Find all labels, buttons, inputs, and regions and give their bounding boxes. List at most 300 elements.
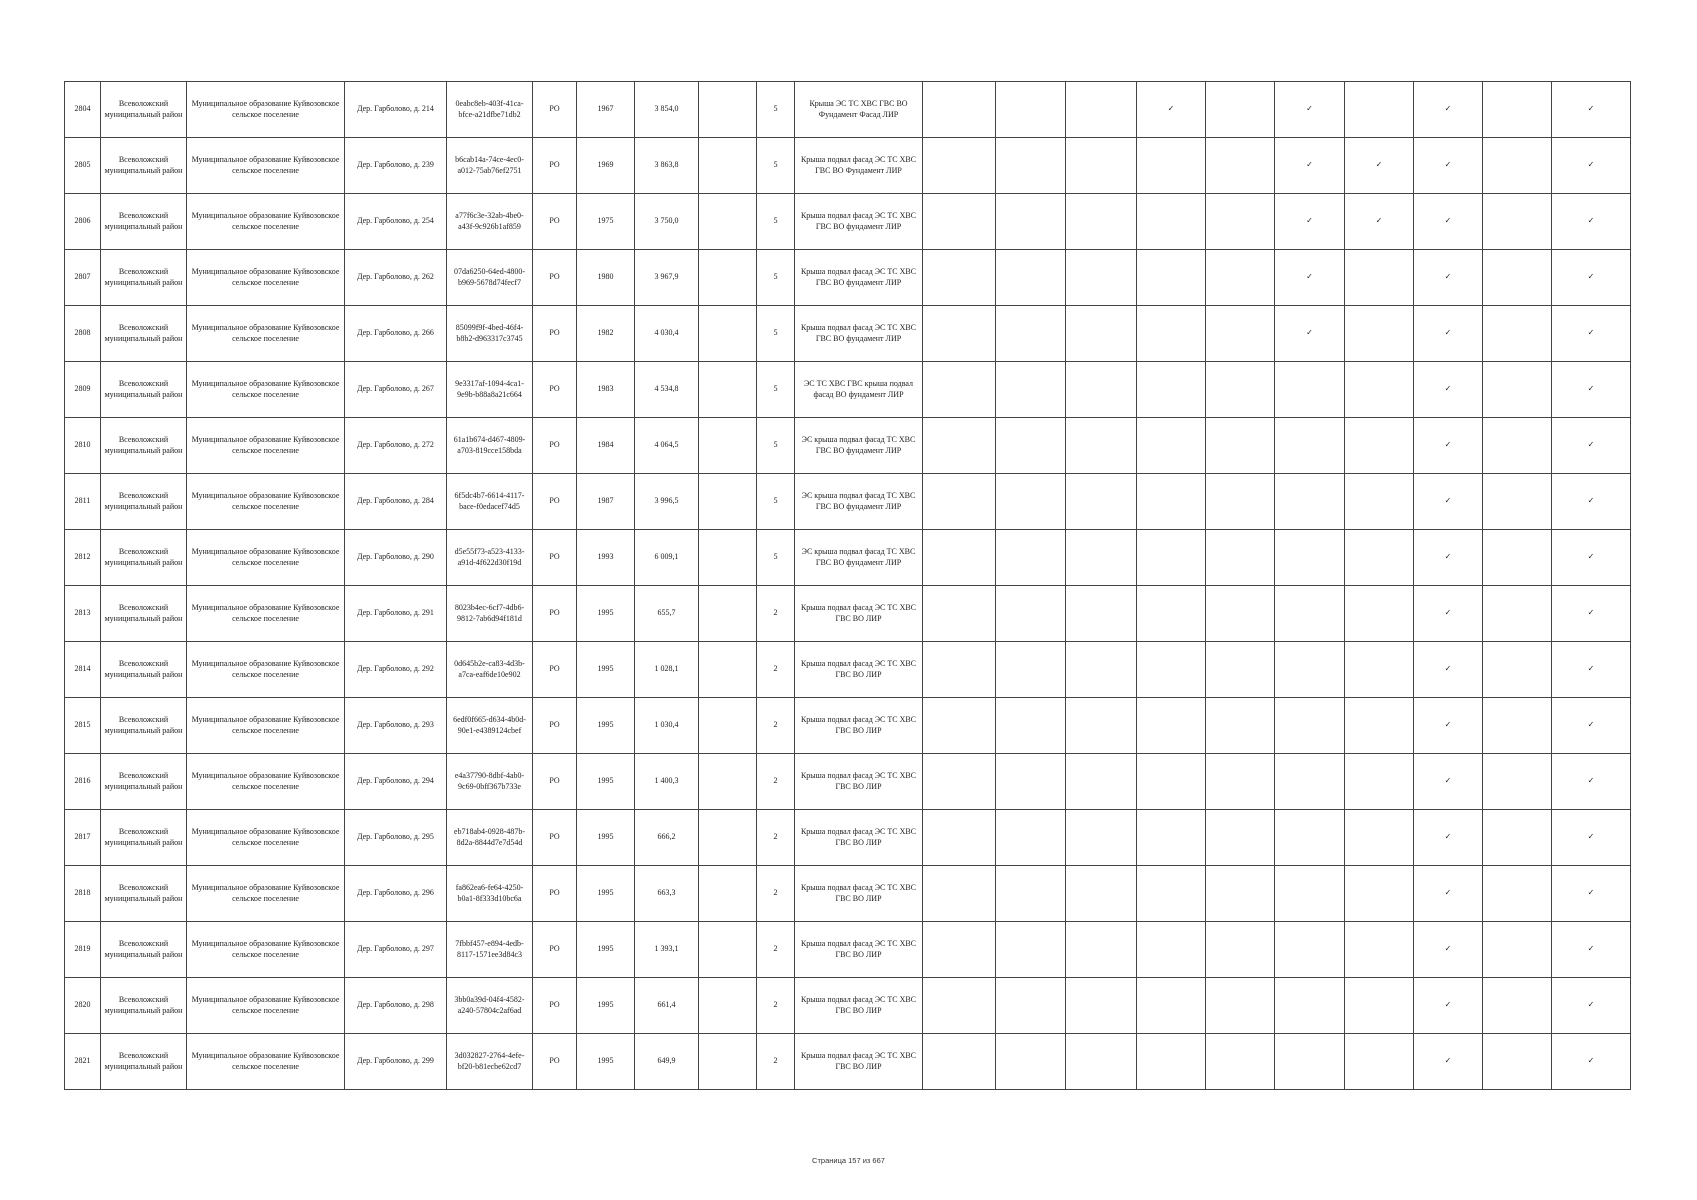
empty-check-cell (1483, 866, 1552, 922)
district-name: Всеволожский муниципальный район (101, 194, 187, 250)
district-name: Всеволожский муниципальный район (101, 530, 187, 586)
build-year: 1995 (577, 642, 635, 698)
empty-check-cell (1137, 978, 1206, 1034)
repair-works: Крыша подвал фасад ЭС ТС ХВС ГВС ВО ЛИР (795, 810, 923, 866)
building-guid: fa862ea6-fe64-4250-b0a1-8f333d10bc6a (447, 866, 533, 922)
district-name: Всеволожский муниципальный район (101, 474, 187, 530)
district-name: Всеволожский муниципальный район (101, 250, 187, 306)
build-year: 1995 (577, 586, 635, 642)
blank-cell (699, 138, 757, 194)
checkmark-icon: ✓ (1552, 922, 1631, 978)
repair-works: Крыша подвал фасад ЭС ТС ХВС ГВС ВО Фундамент ЛИР (795, 138, 923, 194)
empty-check-cell (1137, 530, 1206, 586)
empty-check-cell (996, 194, 1066, 250)
building-guid: 8023b4ec-6cf7-4db6-9812-7ab6d94f181d (447, 586, 533, 642)
checkmark-icon: ✓ (1275, 82, 1345, 138)
blank-cell (699, 698, 757, 754)
empty-check-cell (996, 586, 1066, 642)
row-number: 2816 (65, 754, 101, 810)
checkmark-icon: ✓ (1552, 586, 1631, 642)
empty-check-cell (923, 586, 996, 642)
building-guid: 0d645b2e-ca83-4d3b-a7ca-eaf6de10e902 (447, 642, 533, 698)
empty-check-cell (1345, 586, 1414, 642)
row-number: 2820 (65, 978, 101, 1034)
row-number: 2819 (65, 922, 101, 978)
empty-check-cell (1483, 810, 1552, 866)
district-name: Всеволожский муниципальный район (101, 138, 187, 194)
building-address: Дер. Гарболово, д. 267 (345, 362, 447, 418)
repair-works: Крыша подвал фасад ЭС ТС ХВС ГВС ВО ЛИР (795, 922, 923, 978)
empty-check-cell (1066, 810, 1137, 866)
housing-register-table (64, 81, 1631, 1090)
blank-cell (699, 642, 757, 698)
build-year: 1987 (577, 474, 635, 530)
floor-count: 5 (757, 306, 795, 362)
floor-count: 2 (757, 698, 795, 754)
empty-check-cell (1206, 978, 1275, 1034)
building-guid: d5e55f73-a523-4133-a91d-4f622d30f19d (447, 530, 533, 586)
total-area: 666,2 (635, 810, 699, 866)
build-year: 1995 (577, 866, 635, 922)
district-name: Всеволожский муниципальный район (101, 922, 187, 978)
floor-count: 2 (757, 1034, 795, 1090)
municipality-name: Муниципальное образование Куйвозовское сельское поселение (187, 306, 345, 362)
floor-count: 5 (757, 530, 795, 586)
ownership-type: РО (533, 978, 577, 1034)
checkmark-icon: ✓ (1414, 530, 1483, 586)
empty-check-cell (1137, 698, 1206, 754)
building-address: Дер. Гарболово, д. 297 (345, 922, 447, 978)
repair-works: ЭС крыша подвал фасад ТС ХВС ГВС ВО фундамент ЛИР (795, 530, 923, 586)
building-address: Дер. Гарболово, д. 266 (345, 306, 447, 362)
empty-check-cell (1345, 362, 1414, 418)
floor-count: 2 (757, 922, 795, 978)
empty-check-cell (996, 250, 1066, 306)
empty-check-cell (1345, 1034, 1414, 1090)
table-row (65, 418, 1631, 474)
empty-check-cell (1483, 418, 1552, 474)
row-number: 2813 (65, 586, 101, 642)
checkmark-icon: ✓ (1552, 530, 1631, 586)
municipality-name: Муниципальное образование Куйвозовское сельское поселение (187, 810, 345, 866)
empty-check-cell (923, 698, 996, 754)
checkmark-icon: ✓ (1552, 810, 1631, 866)
ownership-type: РО (533, 250, 577, 306)
empty-check-cell (923, 418, 996, 474)
blank-cell (699, 194, 757, 250)
checkmark-icon: ✓ (1552, 362, 1631, 418)
district-name: Всеволожский муниципальный район (101, 586, 187, 642)
floor-count: 5 (757, 194, 795, 250)
district-name: Всеволожский муниципальный район (101, 754, 187, 810)
checkmark-icon: ✓ (1414, 474, 1483, 530)
row-number: 2809 (65, 362, 101, 418)
district-name: Всеволожский муниципальный район (101, 810, 187, 866)
empty-check-cell (923, 306, 996, 362)
empty-check-cell (1066, 586, 1137, 642)
empty-check-cell (923, 922, 996, 978)
checkmark-icon: ✓ (1552, 1034, 1631, 1090)
checkmark-icon: ✓ (1414, 642, 1483, 698)
empty-check-cell (1483, 306, 1552, 362)
table-row (65, 922, 1631, 978)
empty-check-cell (1275, 418, 1345, 474)
municipality-name: Муниципальное образование Куйвозовское сельское поселение (187, 418, 345, 474)
ownership-type: РО (533, 866, 577, 922)
row-number: 2804 (65, 82, 101, 138)
total-area: 1 028,1 (635, 642, 699, 698)
empty-check-cell (1275, 1034, 1345, 1090)
building-guid: b6cab14a-74ce-4ec0-a012-75ab76ef2751 (447, 138, 533, 194)
building-guid: 3bb0a39d-04f4-4582-a240-57804c2af6ad (447, 978, 533, 1034)
checkmark-icon: ✓ (1552, 82, 1631, 138)
building-address: Дер. Гарболово, д. 284 (345, 474, 447, 530)
building-address: Дер. Гарболово, д. 290 (345, 530, 447, 586)
checkmark-icon: ✓ (1414, 866, 1483, 922)
building-address: Дер. Гарболово, д. 239 (345, 138, 447, 194)
build-year: 1995 (577, 1034, 635, 1090)
table-row (65, 362, 1631, 418)
checkmark-icon: ✓ (1414, 194, 1483, 250)
building-guid: eb718ab4-0928-487b-8d2a-8844d7e7d54d (447, 810, 533, 866)
ownership-type: РО (533, 418, 577, 474)
empty-check-cell (1066, 194, 1137, 250)
empty-check-cell (1206, 474, 1275, 530)
empty-check-cell (1483, 474, 1552, 530)
empty-check-cell (1137, 866, 1206, 922)
table-row (65, 810, 1631, 866)
empty-check-cell (1483, 530, 1552, 586)
building-guid: 61a1b674-d467-4809-a703-819cce158bda (447, 418, 533, 474)
total-area: 1 400,3 (635, 754, 699, 810)
build-year: 1980 (577, 250, 635, 306)
empty-check-cell (996, 754, 1066, 810)
checkmark-icon: ✓ (1275, 250, 1345, 306)
checkmark-icon: ✓ (1552, 698, 1631, 754)
table-row (65, 698, 1631, 754)
empty-check-cell (1206, 250, 1275, 306)
empty-check-cell (1483, 978, 1552, 1034)
empty-check-cell (1483, 1034, 1552, 1090)
checkmark-icon: ✓ (1345, 138, 1414, 194)
repair-works: Крыша подвал фасад ЭС ТС ХВС ГВС ВО ЛИР (795, 754, 923, 810)
floor-count: 5 (757, 362, 795, 418)
municipality-name: Муниципальное образование Куйвозовское сельское поселение (187, 866, 345, 922)
building-address: Дер. Гарболово, д. 262 (345, 250, 447, 306)
building-address: Дер. Гарболово, д. 214 (345, 82, 447, 138)
checkmark-icon: ✓ (1552, 194, 1631, 250)
empty-check-cell (996, 362, 1066, 418)
district-name: Всеволожский муниципальный район (101, 642, 187, 698)
blank-cell (699, 754, 757, 810)
building-address: Дер. Гарболово, д. 295 (345, 810, 447, 866)
empty-check-cell (996, 474, 1066, 530)
empty-check-cell (1483, 642, 1552, 698)
municipality-name: Муниципальное образование Куйвозовское сельское поселение (187, 474, 345, 530)
empty-check-cell (1275, 810, 1345, 866)
empty-check-cell (1345, 754, 1414, 810)
empty-check-cell (1137, 810, 1206, 866)
floor-count: 2 (757, 810, 795, 866)
repair-works: Крыша ЭС ТС ХВС ГВС ВО Фундамент Фасад ЛИР (795, 82, 923, 138)
total-area: 3 863,8 (635, 138, 699, 194)
blank-cell (699, 362, 757, 418)
empty-check-cell (1345, 82, 1414, 138)
checkmark-icon: ✓ (1414, 586, 1483, 642)
checkmark-icon: ✓ (1552, 306, 1631, 362)
empty-check-cell (1137, 138, 1206, 194)
checkmark-icon: ✓ (1275, 306, 1345, 362)
empty-check-cell (1483, 754, 1552, 810)
district-name: Всеволожский муниципальный район (101, 418, 187, 474)
empty-check-cell (1345, 306, 1414, 362)
table-row (65, 530, 1631, 586)
repair-works: ЭС крыша подвал фасад ТС ХВС ГВС ВО фундамент ЛИР (795, 474, 923, 530)
build-year: 1995 (577, 810, 635, 866)
empty-check-cell (1066, 866, 1137, 922)
ownership-type: РО (533, 1034, 577, 1090)
empty-check-cell (923, 754, 996, 810)
checkmark-icon: ✓ (1275, 138, 1345, 194)
ownership-type: РО (533, 82, 577, 138)
checkmark-icon: ✓ (1414, 362, 1483, 418)
empty-check-cell (1206, 754, 1275, 810)
ownership-type: РО (533, 362, 577, 418)
row-number: 2805 (65, 138, 101, 194)
checkmark-icon: ✓ (1414, 306, 1483, 362)
municipality-name: Муниципальное образование Куйвозовское сельское поселение (187, 754, 345, 810)
checkmark-icon: ✓ (1552, 418, 1631, 474)
table-row (65, 250, 1631, 306)
empty-check-cell (1137, 642, 1206, 698)
empty-check-cell (1066, 138, 1137, 194)
empty-check-cell (1137, 194, 1206, 250)
table-row (65, 82, 1631, 138)
empty-check-cell (1137, 250, 1206, 306)
district-name: Всеволожский муниципальный район (101, 306, 187, 362)
building-guid: 85099f9f-4bed-46f4-b8b2-d963317c3745 (447, 306, 533, 362)
empty-check-cell (1483, 82, 1552, 138)
district-name: Всеволожский муниципальный район (101, 362, 187, 418)
blank-cell (699, 418, 757, 474)
total-area: 1 030,4 (635, 698, 699, 754)
floor-count: 5 (757, 418, 795, 474)
empty-check-cell (1345, 250, 1414, 306)
total-area: 3 967,9 (635, 250, 699, 306)
empty-check-cell (1345, 474, 1414, 530)
empty-check-cell (1137, 474, 1206, 530)
empty-check-cell (1345, 866, 1414, 922)
empty-check-cell (1483, 194, 1552, 250)
floor-count: 5 (757, 474, 795, 530)
empty-check-cell (1066, 530, 1137, 586)
checkmark-icon: ✓ (1552, 474, 1631, 530)
empty-check-cell (1066, 474, 1137, 530)
checkmark-icon: ✓ (1414, 250, 1483, 306)
ownership-type: РО (533, 194, 577, 250)
build-year: 1995 (577, 698, 635, 754)
building-address: Дер. Гарболово, д. 254 (345, 194, 447, 250)
floor-count: 2 (757, 642, 795, 698)
ownership-type: РО (533, 754, 577, 810)
building-address: Дер. Гарболово, д. 294 (345, 754, 447, 810)
blank-cell (699, 82, 757, 138)
repair-works: Крыша подвал фасад ЭС ТС ХВС ГВС ВО фундамент ЛИР (795, 194, 923, 250)
build-year: 1984 (577, 418, 635, 474)
empty-check-cell (1066, 418, 1137, 474)
ownership-type: РО (533, 642, 577, 698)
empty-check-cell (1066, 754, 1137, 810)
build-year: 1993 (577, 530, 635, 586)
empty-check-cell (923, 978, 996, 1034)
checkmark-icon: ✓ (1552, 866, 1631, 922)
repair-works: ЭС ТС ХВС ГВС крыша подвал фасад ВО фундамент ЛИР (795, 362, 923, 418)
municipality-name: Муниципальное образование Куйвозовское сельское поселение (187, 194, 345, 250)
municipality-name: Муниципальное образование Куйвозовское сельское поселение (187, 250, 345, 306)
empty-check-cell (923, 530, 996, 586)
floor-count: 2 (757, 866, 795, 922)
build-year: 1995 (577, 978, 635, 1034)
empty-check-cell (1275, 530, 1345, 586)
blank-cell (699, 474, 757, 530)
municipality-name: Муниципальное образование Куйвозовское сельское поселение (187, 138, 345, 194)
checkmark-icon: ✓ (1414, 418, 1483, 474)
district-name: Всеволожский муниципальный район (101, 82, 187, 138)
empty-check-cell (1206, 138, 1275, 194)
municipality-name: Муниципальное образование Куйвозовское сельское поселение (187, 586, 345, 642)
build-year: 1995 (577, 922, 635, 978)
municipality-name: Муниципальное образование Куйвозовское сельское поселение (187, 978, 345, 1034)
empty-check-cell (1066, 306, 1137, 362)
empty-check-cell (1137, 306, 1206, 362)
checkmark-icon: ✓ (1552, 250, 1631, 306)
ownership-type: РО (533, 306, 577, 362)
empty-check-cell (996, 306, 1066, 362)
empty-check-cell (1345, 530, 1414, 586)
row-number: 2821 (65, 1034, 101, 1090)
repair-works: Крыша подвал фасад ЭС ТС ХВС ГВС ВО ЛИР (795, 642, 923, 698)
table-row (65, 978, 1631, 1034)
floor-count: 2 (757, 978, 795, 1034)
total-area: 4 534,8 (635, 362, 699, 418)
municipality-name: Муниципальное образование Куйвозовское сельское поселение (187, 698, 345, 754)
blank-cell (699, 530, 757, 586)
blank-cell (699, 586, 757, 642)
empty-check-cell (1483, 698, 1552, 754)
blank-cell (699, 1034, 757, 1090)
total-area: 3 750,0 (635, 194, 699, 250)
checkmark-icon: ✓ (1414, 810, 1483, 866)
row-number: 2806 (65, 194, 101, 250)
repair-works: Крыша подвал фасад ЭС ТС ХВС ГВС ВО ЛИР (795, 866, 923, 922)
repair-works: Крыша подвал фасад ЭС ТС ХВС ГВС ВО ЛИР (795, 698, 923, 754)
empty-check-cell (1275, 866, 1345, 922)
blank-cell (699, 922, 757, 978)
empty-check-cell (996, 418, 1066, 474)
table-row (65, 642, 1631, 698)
row-number: 2812 (65, 530, 101, 586)
empty-check-cell (1275, 698, 1345, 754)
checkmark-icon: ✓ (1275, 194, 1345, 250)
building-guid: e4a37790-8dbf-4ab0-9c69-0bff367b733e (447, 754, 533, 810)
building-guid: 7fbbf457-e894-4edb-8117-1571ee3d84c3 (447, 922, 533, 978)
empty-check-cell (1275, 922, 1345, 978)
building-guid: 0eabc8eb-403f-41ca-bfce-a21dfbe71db2 (447, 82, 533, 138)
ownership-type: РО (533, 586, 577, 642)
empty-check-cell (1206, 866, 1275, 922)
empty-check-cell (1066, 642, 1137, 698)
total-area: 3 996,5 (635, 474, 699, 530)
building-guid: 6f5dc4b7-6614-4117-bace-f0edacef74d5 (447, 474, 533, 530)
empty-check-cell (996, 642, 1066, 698)
empty-check-cell (996, 922, 1066, 978)
empty-check-cell (923, 138, 996, 194)
checkmark-icon: ✓ (1414, 754, 1483, 810)
ownership-type: РО (533, 474, 577, 530)
blank-cell (699, 306, 757, 362)
building-guid: 9e3317af-1094-4ca1-9e9b-b88a8a21c664 (447, 362, 533, 418)
municipality-name: Муниципальное образование Куйвозовское сельское поселение (187, 82, 345, 138)
empty-check-cell (923, 474, 996, 530)
table-row (65, 754, 1631, 810)
municipality-name: Муниципальное образование Куйвозовское сельское поселение (187, 642, 345, 698)
checkmark-icon: ✓ (1414, 922, 1483, 978)
checkmark-icon: ✓ (1414, 978, 1483, 1034)
row-number: 2807 (65, 250, 101, 306)
checkmark-icon: ✓ (1552, 754, 1631, 810)
checkmark-icon: ✓ (1552, 642, 1631, 698)
empty-check-cell (923, 810, 996, 866)
empty-check-cell (1345, 698, 1414, 754)
empty-check-cell (1345, 922, 1414, 978)
register-body (65, 82, 1631, 1090)
row-number: 2818 (65, 866, 101, 922)
building-address: Дер. Гарболово, д. 296 (345, 866, 447, 922)
empty-check-cell (1206, 418, 1275, 474)
building-address: Дер. Гарболово, д. 293 (345, 698, 447, 754)
building-address: Дер. Гарболово, д. 292 (345, 642, 447, 698)
empty-check-cell (923, 866, 996, 922)
empty-check-cell (1275, 474, 1345, 530)
total-area: 655,7 (635, 586, 699, 642)
row-number: 2814 (65, 642, 101, 698)
repair-works: Крыша подвал фасад ЭС ТС ХВС ГВС ВО фундамент ЛИР (795, 306, 923, 362)
empty-check-cell (1066, 698, 1137, 754)
ownership-type: РО (533, 922, 577, 978)
blank-cell (699, 978, 757, 1034)
empty-check-cell (1206, 362, 1275, 418)
checkmark-icon: ✓ (1414, 1034, 1483, 1090)
empty-check-cell (996, 530, 1066, 586)
empty-check-cell (1345, 642, 1414, 698)
empty-check-cell (1206, 194, 1275, 250)
floor-count: 5 (757, 82, 795, 138)
empty-check-cell (923, 642, 996, 698)
checkmark-icon: ✓ (1414, 698, 1483, 754)
build-year: 1969 (577, 138, 635, 194)
build-year: 1983 (577, 362, 635, 418)
checkmark-icon: ✓ (1137, 82, 1206, 138)
empty-check-cell (1345, 978, 1414, 1034)
empty-check-cell (1206, 1034, 1275, 1090)
building-guid: 3d032827-2764-4efe-bf20-b81ecbe62cd7 (447, 1034, 533, 1090)
empty-check-cell (996, 82, 1066, 138)
total-area: 663,3 (635, 866, 699, 922)
blank-cell (699, 866, 757, 922)
empty-check-cell (1066, 1034, 1137, 1090)
empty-check-cell (996, 1034, 1066, 1090)
floor-count: 2 (757, 754, 795, 810)
